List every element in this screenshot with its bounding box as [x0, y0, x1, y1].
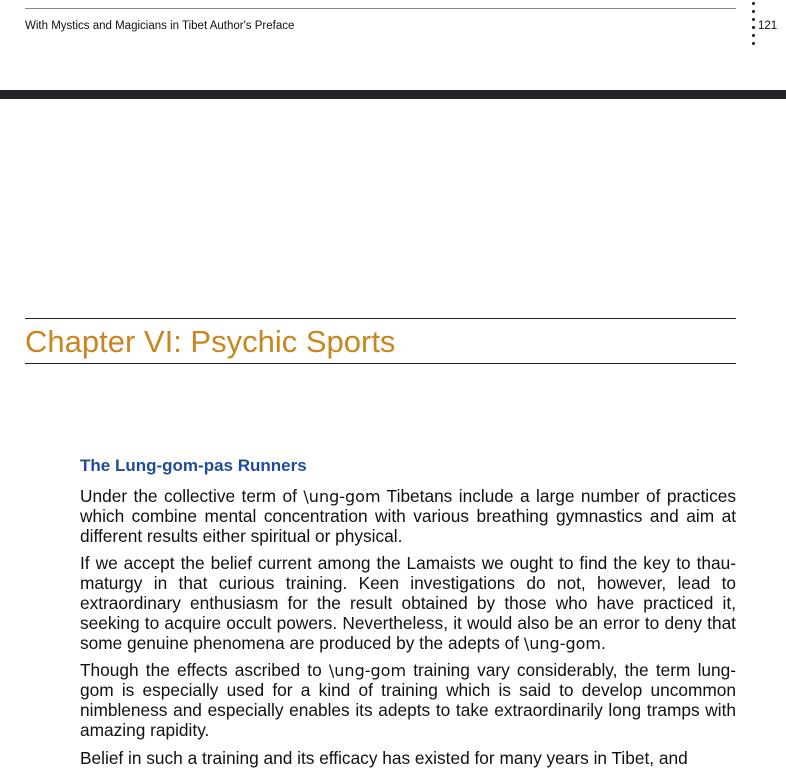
paragraph-2: If we accept the belief current among the Lamaists we ought to find the key to thau-maturgy in that curious training. Keen investigations do not, however, lead to extraordinary enthusiasm for the result obtained by those who have practiced it, seeking to acquire occult powers. Nevertheless, it would also be an error to deny that some genuine phenomena are produced by the adepts of \ung-gom.: [80, 553, 736, 653]
chapter-rule-bottom: [25, 363, 736, 364]
page-separator-band: [0, 90, 786, 99]
body-text: [80, 487, 736, 776]
tibetan-term: \ung-gom: [328, 661, 407, 681]
header-rule: [25, 8, 736, 9]
tibetan-term: \ung-gom: [303, 487, 381, 506]
chapter-title: Chapter VI: Psychic Sports: [25, 324, 396, 359]
section-heading: The Lung-gom-pas Runners: [80, 456, 307, 475]
paragraph-3: Though the effects ascribed to \ung-gom training vary considerably, the term lung-gom is especially used for a kind of training which is said to develop uncommon nimbleness and especially enables its adepts to take extraordinarily long tramps with amazing rapidity.: [80, 660, 737, 740]
paragraph-4: Belief in such a training and its efficacy has existed for many years in Tibet, and: [80, 747, 688, 768]
tibetan-term: \ung-gom: [523, 633, 602, 653]
running-head: With Mystics and Magicians in Tibet Author's Preface: [25, 20, 295, 32]
page-number: 121: [758, 20, 778, 32]
paragraph-1: Under the collective term of \ung-gom Tibetans include a large number of practices which combine mental concentration with various breathing gymnastics and aim at different results either spiritual or physical.: [80, 486, 736, 546]
page-edge-dots-icon: [750, 2, 758, 50]
chapter-rule-top: [25, 318, 736, 319]
